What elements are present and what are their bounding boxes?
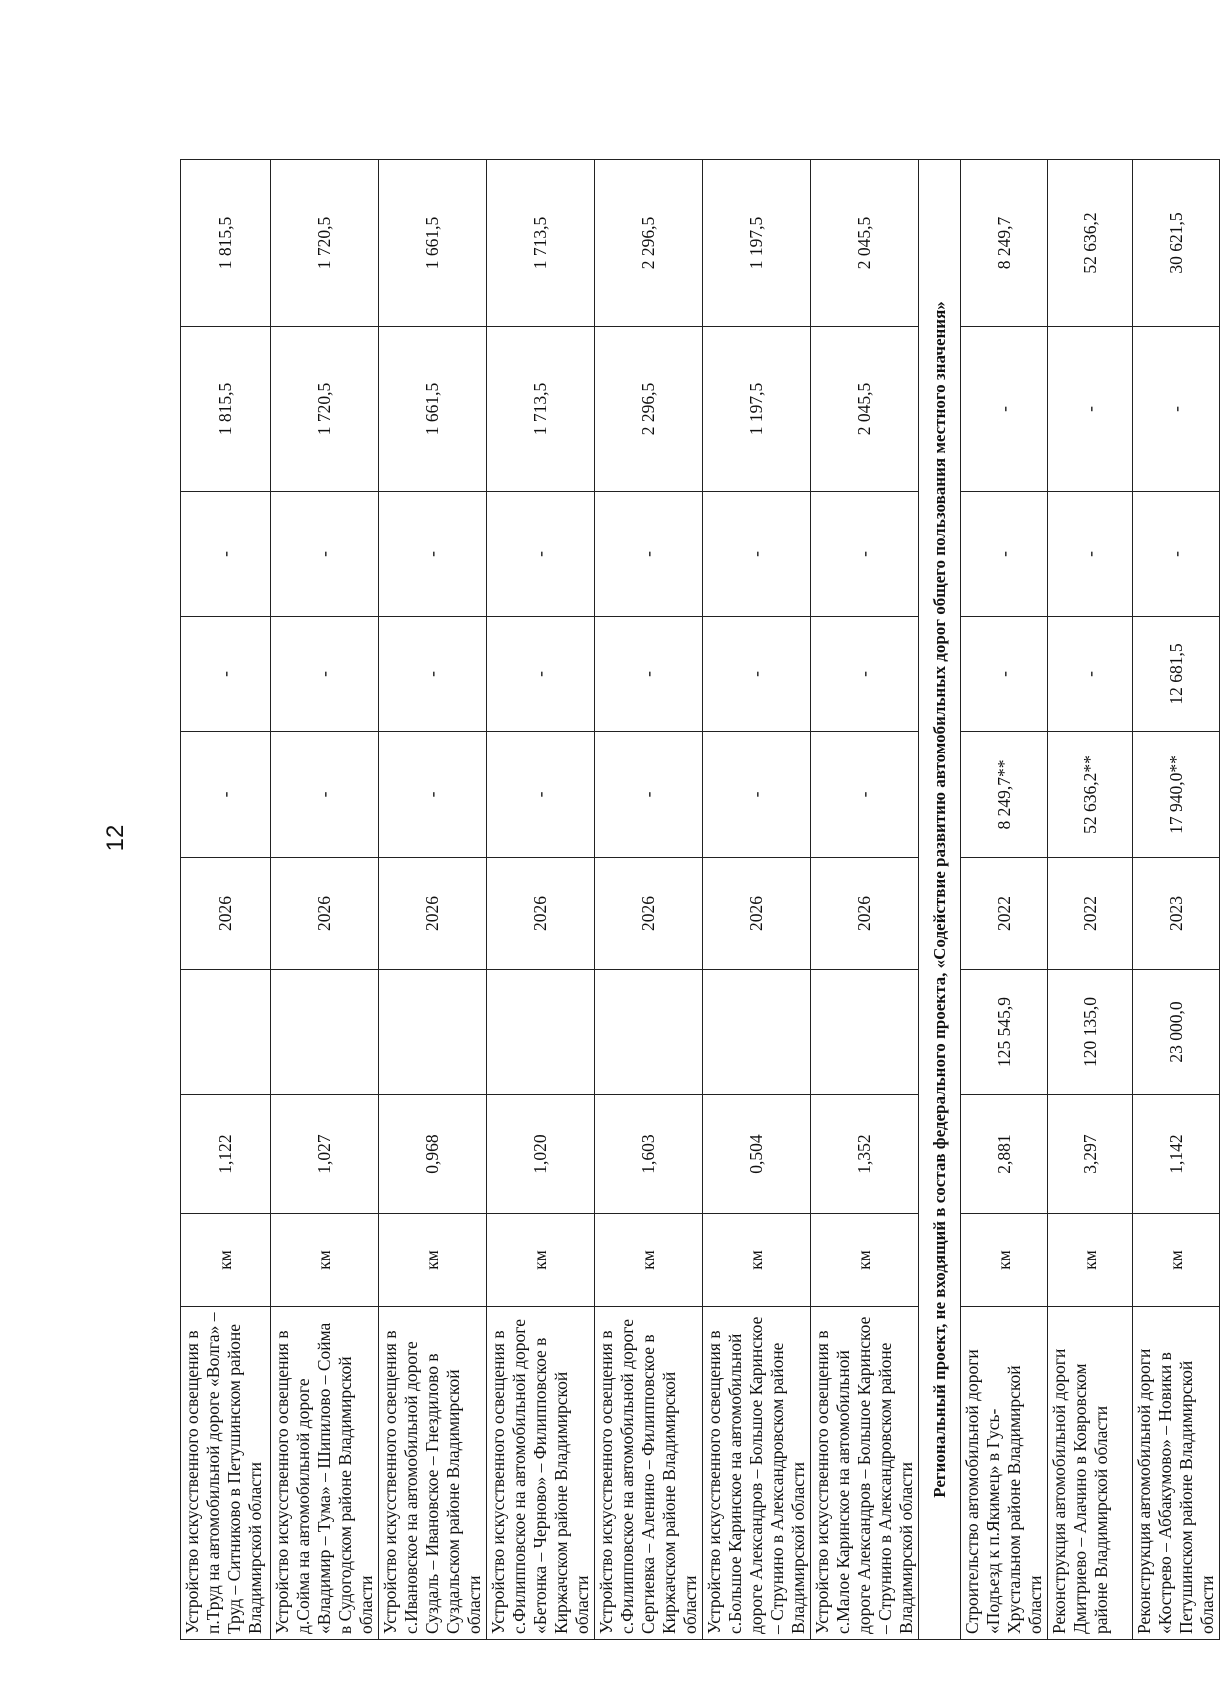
year-cell: 2022 bbox=[1048, 858, 1133, 970]
value-cell-3: - bbox=[703, 492, 811, 617]
year-cell: 2023 bbox=[1133, 858, 1220, 970]
total-cell: 8 249,7 bbox=[961, 160, 1048, 327]
object-name-cell: Устройство искусственного освещения в п.Труд на автомобильной дороге «Волга» – Труд – Ситниково в Петушинском районе Владимирской области bbox=[181, 1307, 271, 1640]
object-name-cell: Реконструкция автомобильной дороги Дмитриево – Алачино в Ковровском районе Владимирской области bbox=[1048, 1307, 1133, 1640]
table-row bbox=[181, 160, 271, 1640]
value-cell-4: 2 045,5 bbox=[811, 327, 919, 492]
table-row bbox=[379, 160, 487, 1640]
value-cell-4: - bbox=[1048, 327, 1133, 492]
value-cell-4: 1 720,5 bbox=[271, 327, 379, 492]
unit-cell: км bbox=[1133, 1214, 1220, 1307]
unit-cell: км bbox=[1048, 1214, 1133, 1307]
rotated-table-container bbox=[180, 160, 1217, 1640]
table-row bbox=[487, 160, 595, 1640]
value-cell-4: 1 661,5 bbox=[379, 327, 487, 492]
value-cell-1: 8 249,7** bbox=[961, 732, 1048, 858]
value-cell-3: - bbox=[379, 492, 487, 617]
table-row bbox=[1133, 160, 1220, 1640]
value-cell-1: - bbox=[271, 732, 379, 858]
length-cell: 1,122 bbox=[181, 1095, 271, 1214]
value-cell-4: 1 197,5 bbox=[703, 327, 811, 492]
cost-cell bbox=[811, 970, 919, 1095]
length-cell: 1,020 bbox=[487, 1095, 595, 1214]
section-title: Региональный проект, не входящий в состав федерального проекта, «Содействие развитию автомобильных дорог общего пользования местного значения» bbox=[919, 160, 961, 1640]
value-cell-4: 1 713,5 bbox=[487, 327, 595, 492]
length-cell: 1,142 bbox=[1133, 1095, 1220, 1214]
unit-cell: км bbox=[595, 1214, 703, 1307]
object-name-cell: Реконструкция автомобильной дороги «Кострево – Аббакумово» – Новики в Петушинском районе Владимирской области bbox=[1133, 1307, 1220, 1640]
cost-cell: 120 135,0 bbox=[1048, 970, 1133, 1095]
unit-cell: км bbox=[961, 1214, 1048, 1307]
value-cell-1: - bbox=[703, 732, 811, 858]
value-cell-2: - bbox=[487, 617, 595, 732]
total-cell: 1 197,5 bbox=[703, 160, 811, 327]
value-cell-4: - bbox=[1133, 327, 1220, 492]
cost-cell bbox=[595, 970, 703, 1095]
cost-cell bbox=[181, 970, 271, 1095]
table-row bbox=[961, 160, 1048, 1640]
year-cell: 2022 bbox=[961, 858, 1048, 970]
unit-cell: км bbox=[271, 1214, 379, 1307]
total-cell: 1 713,5 bbox=[487, 160, 595, 327]
total-cell: 52 636,2 bbox=[1048, 160, 1133, 327]
value-cell-3: - bbox=[487, 492, 595, 617]
length-cell: 2,881 bbox=[961, 1095, 1048, 1214]
value-cell-3: - bbox=[1133, 492, 1220, 617]
value-cell-2: - bbox=[811, 617, 919, 732]
value-cell-3: - bbox=[595, 492, 703, 617]
unit-cell: км bbox=[379, 1214, 487, 1307]
total-cell: 1 661,5 bbox=[379, 160, 487, 327]
value-cell-2: - bbox=[271, 617, 379, 732]
year-cell: 2026 bbox=[181, 858, 271, 970]
value-cell-2: - bbox=[595, 617, 703, 732]
object-name-cell: Устройство искусственного освещения в с.Ивановское на автомобильной дороге Суздаль – Ивановское – Гнездилово в Суздальском районе Владимирской области bbox=[379, 1307, 487, 1640]
value-cell-2: - bbox=[961, 617, 1048, 732]
table-row bbox=[271, 160, 379, 1640]
year-cell: 2026 bbox=[703, 858, 811, 970]
length-cell: 0,504 bbox=[703, 1095, 811, 1214]
value-cell-2: - bbox=[181, 617, 271, 732]
value-cell-1: - bbox=[181, 732, 271, 858]
value-cell-1: - bbox=[595, 732, 703, 858]
total-cell: 1 815,5 bbox=[181, 160, 271, 327]
length-cell: 1,352 bbox=[811, 1095, 919, 1214]
year-cell: 2026 bbox=[271, 858, 379, 970]
cost-cell bbox=[271, 970, 379, 1095]
cost-cell: 125 545,9 bbox=[961, 970, 1048, 1095]
object-name-cell: Устройство искусственного освещения в д.Сойма на автомобильной дороге «Владимир – Тума» – Шипилово – Сойма в Судогодском районе Владимирской области bbox=[271, 1307, 379, 1640]
value-cell-2: 12 681,5 bbox=[1133, 617, 1220, 732]
unit-cell: км bbox=[181, 1214, 271, 1307]
value-cell-4: 2 296,5 bbox=[595, 327, 703, 492]
table-row bbox=[1048, 160, 1133, 1640]
cost-cell: 23 000,0 bbox=[1133, 970, 1220, 1095]
object-name-cell: Строительство автомобильной дороги «Подъезд к п.Якимец» в Гусь-Хрустальном районе Владимирской области bbox=[961, 1307, 1048, 1640]
year-cell: 2026 bbox=[811, 858, 919, 970]
value-cell-4: - bbox=[961, 327, 1048, 492]
length-cell: 1,603 bbox=[595, 1095, 703, 1214]
table-row bbox=[703, 160, 811, 1640]
page-number: 12 bbox=[102, 824, 129, 852]
value-cell-3: - bbox=[181, 492, 271, 617]
total-cell: 2 296,5 bbox=[595, 160, 703, 327]
length-cell: 0,968 bbox=[379, 1095, 487, 1214]
value-cell-4: 1 815,5 bbox=[181, 327, 271, 492]
data-table bbox=[180, 159, 1220, 1640]
unit-cell: км bbox=[487, 1214, 595, 1307]
object-name-cell: Устройство искусственного освещения в с.Филипповское на автомобильной дороге Сергиевка – Аленино – Филипповское в Киржачском районе Владимирской области bbox=[595, 1307, 703, 1640]
cost-cell bbox=[487, 970, 595, 1095]
value-cell-1: - bbox=[487, 732, 595, 858]
value-cell-3: - bbox=[811, 492, 919, 617]
object-name-cell: Устройство искусственного освещения в с.Большое Каринское на автомобильной дороге Александров – Большое Каринское – Струнино в Александровском районе Владимирской области bbox=[703, 1307, 811, 1640]
year-cell: 2026 bbox=[487, 858, 595, 970]
value-cell-1: - bbox=[379, 732, 487, 858]
value-cell-2: - bbox=[703, 617, 811, 732]
value-cell-1: 17 940,0** bbox=[1133, 732, 1220, 858]
year-cell: 2026 bbox=[379, 858, 487, 970]
section-row bbox=[919, 160, 961, 1640]
unit-cell: км bbox=[703, 1214, 811, 1307]
length-cell: 1,027 bbox=[271, 1095, 379, 1214]
object-name-cell: Устройство искусственного освещения в с.Малое Каринское на автомобильной дороге Александров – Большое Каринское – Струнино в Александровском районе Владимирской области bbox=[811, 1307, 919, 1640]
value-cell-3: - bbox=[1048, 492, 1133, 617]
value-cell-1: 52 636,2** bbox=[1048, 732, 1133, 858]
unit-cell: км bbox=[811, 1214, 919, 1307]
value-cell-1: - bbox=[811, 732, 919, 858]
value-cell-3: - bbox=[271, 492, 379, 617]
table-row bbox=[595, 160, 703, 1640]
total-cell: 2 045,5 bbox=[811, 160, 919, 327]
value-cell-2: - bbox=[1048, 617, 1133, 732]
table-row bbox=[811, 160, 919, 1640]
length-cell: 3,297 bbox=[1048, 1095, 1133, 1214]
value-cell-3: - bbox=[961, 492, 1048, 617]
total-cell: 30 621,5 bbox=[1133, 160, 1220, 327]
total-cell: 1 720,5 bbox=[271, 160, 379, 327]
cost-cell bbox=[379, 970, 487, 1095]
object-name-cell: Устройство искусственного освещения в с.Филипповское на автомобильной дороге «Бетонка – Черново» – Филипповское в Киржачском районе Владимирской области bbox=[487, 1307, 595, 1640]
value-cell-2: - bbox=[379, 617, 487, 732]
cost-cell bbox=[703, 970, 811, 1095]
year-cell: 2026 bbox=[595, 858, 703, 970]
